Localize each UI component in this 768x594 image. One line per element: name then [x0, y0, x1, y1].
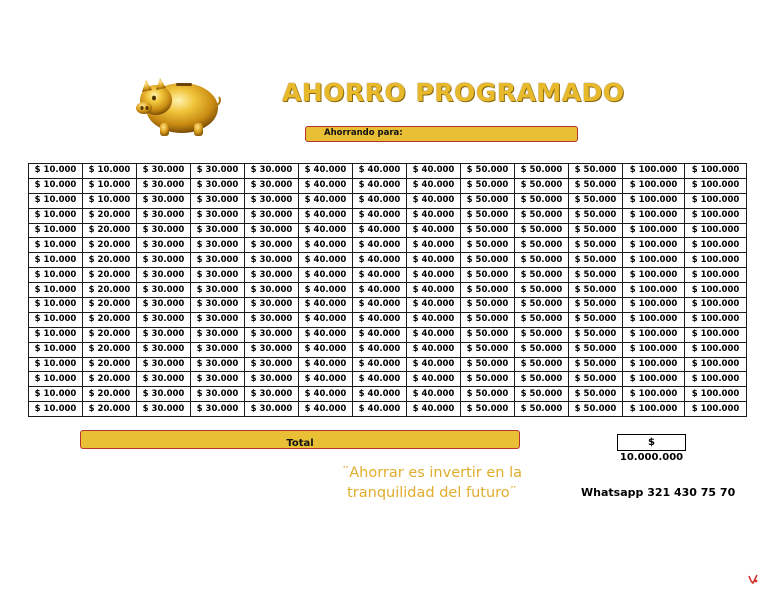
brand-mark-icon [747, 570, 759, 582]
table-cell[interactable]: $ 40.000 [407, 238, 461, 253]
table-cell[interactable]: $ 10.000 [29, 208, 83, 223]
table-cell[interactable]: $ 10.000 [29, 327, 83, 342]
table-row [29, 164, 747, 179]
table-cell[interactable]: $ 40.000 [353, 178, 407, 193]
table-cell[interactable]: $ 30.000 [245, 193, 299, 208]
table-cell[interactable]: $ 50.000 [461, 253, 515, 268]
table-cell[interactable]: $ 50.000 [515, 342, 569, 357]
table-cell[interactable]: $ 20.000 [83, 268, 137, 283]
table-cell[interactable]: $ 40.000 [407, 312, 461, 327]
table-cell[interactable]: $ 10.000 [29, 387, 83, 402]
table-cell[interactable]: $ 10.000 [29, 178, 83, 193]
table-cell[interactable]: $ 30.000 [137, 164, 191, 179]
table-cell[interactable]: $ 40.000 [299, 193, 353, 208]
table-cell[interactable]: $ 30.000 [245, 283, 299, 298]
table-cell[interactable]: $ 50.000 [515, 164, 569, 179]
table-cell[interactable]: $ 40.000 [299, 164, 353, 179]
table-cell[interactable]: $ 50.000 [515, 312, 569, 327]
table-cell[interactable]: $ 30.000 [245, 312, 299, 327]
table-cell[interactable]: $ 40.000 [353, 327, 407, 342]
table-cell[interactable]: $ 100.000 [685, 238, 747, 253]
quote-line-1: ¨Ahorrar es invertir en la [341, 465, 523, 481]
table-cell[interactable]: $ 100.000 [685, 208, 747, 223]
table-cell[interactable]: $ 100.000 [623, 387, 685, 402]
table-cell[interactable]: $ 10.000 [29, 223, 83, 238]
table-cell[interactable]: $ 100.000 [623, 164, 685, 179]
table-cell[interactable]: $ 50.000 [515, 357, 569, 372]
table-cell[interactable]: $ 40.000 [299, 298, 353, 313]
table-cell[interactable]: $ 10.000 [29, 342, 83, 357]
table-cell[interactable]: $ 100.000 [623, 357, 685, 372]
table-cell[interactable]: $ 40.000 [299, 253, 353, 268]
table-cell[interactable]: $ 40.000 [407, 342, 461, 357]
table-cell[interactable]: $ 100.000 [623, 402, 685, 417]
table-cell[interactable]: $ 40.000 [299, 268, 353, 283]
table-cell[interactable]: $ 20.000 [83, 387, 137, 402]
table-row [29, 283, 747, 298]
table-row [29, 253, 747, 268]
table-cell[interactable]: $ 20.000 [83, 283, 137, 298]
table-cell[interactable]: $ 100.000 [685, 164, 747, 179]
table-cell[interactable]: $ 100.000 [685, 387, 747, 402]
table-cell[interactable]: $ 20.000 [83, 208, 137, 223]
table-cell[interactable]: $ 50.000 [569, 327, 623, 342]
table-cell[interactable]: $ 30.000 [245, 387, 299, 402]
table-cell[interactable]: $ 30.000 [191, 164, 245, 179]
table-cell[interactable]: $ 50.000 [569, 402, 623, 417]
table-row [29, 387, 747, 402]
table-cell[interactable]: $ 100.000 [623, 193, 685, 208]
table-cell[interactable]: $ 10.000 [29, 238, 83, 253]
table-cell[interactable]: $ 50.000 [569, 223, 623, 238]
table-cell[interactable]: $ 40.000 [353, 387, 407, 402]
table-cell[interactable]: $ 30.000 [191, 312, 245, 327]
table-cell[interactable]: $ 30.000 [245, 268, 299, 283]
table-cell[interactable]: $ 40.000 [299, 208, 353, 223]
table-cell[interactable]: $ 30.000 [137, 208, 191, 223]
table-cell[interactable]: $ 50.000 [569, 372, 623, 387]
table-cell[interactable]: $ 40.000 [299, 387, 353, 402]
table-row [29, 268, 747, 283]
table-cell[interactable]: $ 30.000 [191, 208, 245, 223]
table-cell[interactable]: $ 50.000 [515, 372, 569, 387]
table-cell[interactable]: $ 30.000 [137, 312, 191, 327]
saving-for-field[interactable] [305, 126, 578, 142]
table-cell[interactable]: $ 40.000 [407, 387, 461, 402]
table-cell[interactable]: $ 30.000 [137, 238, 191, 253]
table-cell[interactable]: $ 20.000 [83, 298, 137, 313]
table-cell[interactable]: $ 40.000 [353, 238, 407, 253]
table-cell[interactable]: $ 40.000 [407, 283, 461, 298]
table-cell[interactable]: $ 30.000 [137, 298, 191, 313]
table-cell[interactable]: $ 100.000 [623, 298, 685, 313]
table-cell[interactable]: $ 100.000 [623, 238, 685, 253]
table-cell[interactable]: $ 100.000 [685, 193, 747, 208]
table-cell[interactable]: $ 100.000 [685, 342, 747, 357]
table-cell[interactable]: $ 40.000 [353, 402, 407, 417]
table-cell[interactable]: $ 10.000 [29, 193, 83, 208]
table-cell[interactable]: $ 40.000 [299, 372, 353, 387]
table-cell[interactable]: $ 40.000 [407, 357, 461, 372]
table-cell[interactable]: $ 100.000 [685, 223, 747, 238]
table-cell[interactable]: $ 100.000 [685, 268, 747, 283]
table-cell[interactable]: $ 40.000 [407, 268, 461, 283]
table-cell[interactable]: $ 100.000 [685, 327, 747, 342]
table-cell[interactable]: $ 40.000 [407, 253, 461, 268]
table-cell[interactable]: $ 10.000 [29, 312, 83, 327]
table-cell[interactable]: $ 40.000 [299, 402, 353, 417]
table-cell[interactable]: $ 30.000 [245, 327, 299, 342]
table-cell[interactable]: $ 50.000 [461, 372, 515, 387]
table-row [29, 208, 747, 223]
table-row [29, 327, 747, 342]
table-cell[interactable]: $ 10.000 [29, 372, 83, 387]
table-cell[interactable]: $ 50.000 [569, 312, 623, 327]
table-cell[interactable]: $ 20.000 [83, 238, 137, 253]
table-cell[interactable]: $ 40.000 [299, 327, 353, 342]
table-cell[interactable]: $ 10.000 [83, 164, 137, 179]
table-cell[interactable]: $ 50.000 [515, 402, 569, 417]
table-cell[interactable]: $ 20.000 [83, 312, 137, 327]
table-cell[interactable]: $ 50.000 [461, 268, 515, 283]
table-cell[interactable]: $ 100.000 [623, 342, 685, 357]
table-cell[interactable]: $ 50.000 [461, 312, 515, 327]
table-cell[interactable]: $ 30.000 [137, 372, 191, 387]
table-cell[interactable]: $ 40.000 [407, 208, 461, 223]
table-cell[interactable]: $ 30.000 [137, 193, 191, 208]
table-cell[interactable]: $ 50.000 [461, 208, 515, 223]
table-cell[interactable]: $ 100.000 [685, 357, 747, 372]
table-cell[interactable]: $ 30.000 [191, 327, 245, 342]
table-row [29, 298, 747, 313]
table-cell[interactable]: $ 30.000 [191, 342, 245, 357]
table-cell[interactable]: $ 50.000 [515, 193, 569, 208]
table-cell[interactable]: $ 30.000 [191, 238, 245, 253]
table-cell[interactable]: $ 50.000 [515, 253, 569, 268]
table-cell[interactable]: $ 30.000 [137, 402, 191, 417]
table-cell[interactable]: $ 20.000 [83, 372, 137, 387]
table-cell[interactable]: $ 40.000 [299, 342, 353, 357]
table-cell[interactable]: $ 30.000 [245, 253, 299, 268]
table-cell[interactable]: $ 100.000 [685, 298, 747, 313]
table-cell[interactable]: $ 50.000 [569, 253, 623, 268]
table-row [29, 178, 747, 193]
table-cell[interactable]: $ 10.000 [83, 178, 137, 193]
table-cell[interactable]: $ 30.000 [245, 208, 299, 223]
table-cell[interactable]: $ 10.000 [29, 357, 83, 372]
table-cell[interactable]: $ 50.000 [515, 327, 569, 342]
table-cell[interactable]: $ 50.000 [461, 298, 515, 313]
table-cell[interactable]: $ 40.000 [353, 298, 407, 313]
table-cell[interactable]: $ 100.000 [623, 178, 685, 193]
table-cell[interactable]: $ 20.000 [83, 342, 137, 357]
table-cell[interactable]: $ 20.000 [83, 402, 137, 417]
table-cell[interactable]: $ 40.000 [407, 223, 461, 238]
table-cell[interactable]: $ 30.000 [191, 372, 245, 387]
table-cell[interactable]: $ 50.000 [569, 283, 623, 298]
table-cell[interactable]: $ 50.000 [569, 238, 623, 253]
table-cell[interactable]: $ 50.000 [515, 238, 569, 253]
table-cell[interactable]: $ 30.000 [191, 387, 245, 402]
table-cell[interactable]: $ 100.000 [623, 253, 685, 268]
table-cell[interactable]: $ 30.000 [137, 283, 191, 298]
table-cell[interactable]: $ 30.000 [137, 253, 191, 268]
table-cell[interactable]: $ 50.000 [461, 402, 515, 417]
table-cell[interactable]: $ 40.000 [407, 372, 461, 387]
table-cell[interactable]: $ 30.000 [245, 342, 299, 357]
table-cell[interactable]: $ 20.000 [83, 253, 137, 268]
table-cell[interactable]: $ 100.000 [685, 253, 747, 268]
table-cell[interactable]: $ 100.000 [685, 312, 747, 327]
table-cell[interactable]: $ 50.000 [515, 223, 569, 238]
table-cell[interactable]: $ 50.000 [461, 193, 515, 208]
table-cell[interactable]: $ 50.000 [461, 342, 515, 357]
table-row [29, 238, 747, 253]
table-cell[interactable]: $ 40.000 [353, 372, 407, 387]
table-cell[interactable]: $ 40.000 [299, 238, 353, 253]
table-cell[interactable]: $ 40.000 [299, 357, 353, 372]
table-cell[interactable]: $ 30.000 [191, 268, 245, 283]
page-title: AHORRO PROGRAMADO [282, 78, 625, 107]
table-cell[interactable]: $ 30.000 [245, 402, 299, 417]
table-cell[interactable]: $ 100.000 [623, 327, 685, 342]
table-cell[interactable]: $ 40.000 [407, 402, 461, 417]
table-cell[interactable]: $ 30.000 [191, 357, 245, 372]
table-cell[interactable]: $ 40.000 [353, 253, 407, 268]
table-cell[interactable]: $ 50.000 [515, 283, 569, 298]
table-cell[interactable]: $ 50.000 [569, 357, 623, 372]
table-cell[interactable]: $ 10.000 [29, 164, 83, 179]
table-cell[interactable]: $ 50.000 [515, 298, 569, 313]
table-cell[interactable]: $ 100.000 [685, 178, 747, 193]
table-cell[interactable]: $ 30.000 [191, 223, 245, 238]
table-cell[interactable]: $ 40.000 [353, 283, 407, 298]
table-cell[interactable]: $ 30.000 [137, 268, 191, 283]
table-cell[interactable]: $ 50.000 [461, 238, 515, 253]
table-row [29, 357, 747, 372]
table-row [29, 223, 747, 238]
table-cell[interactable]: $ 10.000 [83, 193, 137, 208]
table-cell[interactable]: $ 30.000 [245, 372, 299, 387]
table-cell[interactable]: $ 30.000 [245, 223, 299, 238]
table-cell[interactable]: $ 40.000 [353, 208, 407, 223]
table-cell[interactable]: $ 50.000 [569, 208, 623, 223]
table-cell[interactable]: $ 20.000 [83, 357, 137, 372]
table-cell[interactable]: $ 50.000 [569, 387, 623, 402]
quote-line-2: tranquilidad del futuro¨ [347, 485, 517, 501]
savings-grid [28, 163, 747, 417]
table-cell[interactable]: $ 40.000 [353, 268, 407, 283]
whatsapp-contact: Whatsapp 321 430 75 70 [581, 486, 736, 499]
table-cell[interactable]: $ 100.000 [623, 223, 685, 238]
total-label: Total [286, 438, 314, 449]
table-cell[interactable]: $ 100.000 [685, 283, 747, 298]
table-cell[interactable]: $ 50.000 [569, 178, 623, 193]
quote-text [332, 463, 532, 503]
table-cell[interactable]: $ 50.000 [569, 268, 623, 283]
table-cell[interactable]: $ 50.000 [461, 223, 515, 238]
table-cell[interactable]: $ 30.000 [245, 357, 299, 372]
table-row [29, 193, 747, 208]
table-cell[interactable]: $ 30.000 [245, 298, 299, 313]
table-cell[interactable]: $ 40.000 [407, 164, 461, 179]
table-cell[interactable]: $ 30.000 [245, 178, 299, 193]
table-cell[interactable]: $ 10.000 [29, 253, 83, 268]
table-cell[interactable]: $ 40.000 [353, 223, 407, 238]
table-cell[interactable]: $ 50.000 [461, 357, 515, 372]
table-cell[interactable]: $ 30.000 [137, 178, 191, 193]
table-cell[interactable]: $ 100.000 [623, 372, 685, 387]
table-cell[interactable]: $ 30.000 [191, 178, 245, 193]
table-cell[interactable]: $ 40.000 [407, 327, 461, 342]
table-cell[interactable]: $ 30.000 [191, 283, 245, 298]
table-cell[interactable]: $ 30.000 [137, 223, 191, 238]
table-cell[interactable]: $ 30.000 [191, 193, 245, 208]
table-cell[interactable]: $ 10.000 [29, 298, 83, 313]
table-cell[interactable]: $ 30.000 [137, 327, 191, 342]
table-cell[interactable]: $ 40.000 [299, 178, 353, 193]
table-cell[interactable]: $ 30.000 [191, 402, 245, 417]
table-cell[interactable]: $ 30.000 [191, 298, 245, 313]
total-value: $ 10.000.000 [617, 434, 686, 451]
table-cell[interactable]: $ 50.000 [461, 164, 515, 179]
table-cell[interactable]: $ 40.000 [299, 223, 353, 238]
table-cell[interactable]: $ 40.000 [407, 178, 461, 193]
table-cell[interactable]: $ 10.000 [29, 402, 83, 417]
table-cell[interactable]: $ 50.000 [515, 387, 569, 402]
table-cell[interactable]: $ 40.000 [299, 283, 353, 298]
table-cell[interactable]: $ 20.000 [83, 327, 137, 342]
table-cell[interactable]: $ 40.000 [353, 193, 407, 208]
table-cell[interactable]: $ 50.000 [569, 298, 623, 313]
table-cell[interactable]: $ 100.000 [623, 208, 685, 223]
table-row [29, 372, 747, 387]
table-row [29, 312, 747, 327]
table-cell[interactable]: $ 40.000 [353, 342, 407, 357]
table-cell[interactable]: $ 50.000 [569, 164, 623, 179]
table-cell[interactable]: $ 40.000 [353, 357, 407, 372]
piggy-bank-image [132, 68, 224, 142]
table-cell[interactable]: $ 50.000 [515, 208, 569, 223]
table-cell[interactable]: $ 100.000 [623, 283, 685, 298]
table-cell[interactable]: $ 30.000 [137, 342, 191, 357]
table-cell[interactable]: $ 20.000 [83, 223, 137, 238]
table-cell[interactable]: $ 100.000 [685, 402, 747, 417]
table-cell[interactable]: $ 40.000 [299, 312, 353, 327]
table-cell[interactable]: $ 50.000 [515, 268, 569, 283]
table-cell[interactable]: $ 40.000 [353, 164, 407, 179]
table-row [29, 342, 747, 357]
table-cell[interactable]: $ 50.000 [461, 178, 515, 193]
table-cell[interactable]: $ 100.000 [623, 312, 685, 327]
table-cell[interactable]: $ 50.000 [461, 387, 515, 402]
table-cell[interactable]: $ 30.000 [191, 253, 245, 268]
table-cell[interactable]: $ 50.000 [461, 283, 515, 298]
table-cell[interactable]: $ 100.000 [685, 372, 747, 387]
table-cell[interactable]: $ 50.000 [569, 342, 623, 357]
table-cell[interactable]: $ 30.000 [137, 357, 191, 372]
table-cell[interactable]: $ 50.000 [461, 327, 515, 342]
saving-for-label: Ahorrando para: [324, 128, 403, 138]
table-cell[interactable]: $ 30.000 [245, 238, 299, 253]
table-cell[interactable]: $ 10.000 [29, 283, 83, 298]
table-cell[interactable]: $ 40.000 [353, 312, 407, 327]
total-bar [80, 430, 520, 449]
table-cell[interactable]: $ 10.000 [29, 268, 83, 283]
table-cell[interactable]: $ 50.000 [515, 178, 569, 193]
table-cell[interactable]: $ 100.000 [623, 268, 685, 283]
table-cell[interactable]: $ 30.000 [245, 164, 299, 179]
table-cell[interactable]: $ 40.000 [407, 298, 461, 313]
table-cell[interactable]: $ 50.000 [569, 193, 623, 208]
table-row [29, 402, 747, 417]
table-cell[interactable]: $ 30.000 [137, 387, 191, 402]
table-cell[interactable]: $ 40.000 [407, 193, 461, 208]
